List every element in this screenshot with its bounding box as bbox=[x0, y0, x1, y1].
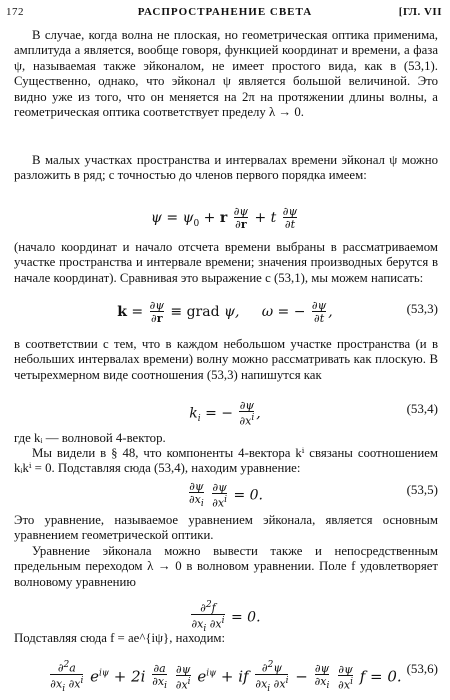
paragraph-3 bbox=[14, 240, 438, 286]
paragraph-9 bbox=[14, 631, 438, 646]
paragraph-1 bbox=[14, 28, 438, 120]
paragraph-7 bbox=[14, 513, 438, 544]
paragraph-6 bbox=[14, 446, 438, 477]
equation-number-53-6: (53,6) bbox=[406, 661, 438, 676]
paragraph-5-text: где kᵢ — волновой 4-вектор. bbox=[14, 431, 166, 445]
running-header bbox=[6, 6, 444, 20]
paragraph-9-text: Подставляя сюда f = ae^{iψ}, находим: bbox=[14, 631, 226, 645]
equation-number-53-3: (53,3) bbox=[406, 301, 438, 316]
paragraph-7-text: Это уравнение, называемое уравнением эйконала, является основным уравнением геометрической оптики. bbox=[14, 513, 438, 543]
chapter-label: [ГЛ. VII bbox=[398, 6, 442, 18]
paragraph-4 bbox=[14, 337, 438, 383]
paragraph-1-text: В случае, когда волна не плоская, но геометрическая оптика применима, амплитуда a является, вообще говоря, функцией координат и времени, а фаза ψ, называемая также эйконалом, не имеет простого вида, как в (53,1). Существенно, однако, что эйконал ψ является большой величиной. Это видно уже из того, что он меняется на 2π на протяжении длины волны, а геометрическая оптика соответствует пределу λ → 0. bbox=[14, 28, 438, 120]
paragraph-3-text: (начало координат и начало отсчета времени выбраны в рассматриваемом участке пространства и интервале времени; значения производных берутся в начале координат). Сравнивая это выражение с (53,1), мы можем написать: bbox=[14, 240, 438, 285]
running-title: РАСПРОСТРАНЕНИЕ СВЕТА bbox=[137, 6, 313, 18]
equation-number-53-5: (53,5) bbox=[406, 482, 438, 497]
paragraph-8 bbox=[14, 544, 438, 590]
paragraph-6-text: Мы видели в § 48, что компоненты 4-вектора kⁱ связаны соотношением kᵢkⁱ = 0. Подставляя сюда (53,4), находим уравнение: bbox=[14, 446, 438, 476]
paragraph-2 bbox=[14, 153, 438, 184]
paragraph-2-text: В малых участках пространства и интервалах времени эйконал ψ можно разложить в ряд; с точностью до членов первого порядка имеем: bbox=[14, 153, 438, 183]
book-page: 172 РАСПРОСТРАНЕНИЕ СВЕТА [ГЛ. VII В случае, когда волна не плоская, но геометрическая оптика применима, амплитуда a является, вообще говоря, функцией координат и времени, а фаза ψ, называемая также эйконалом, не имеет простого вида, как в (53,1). Существенно, однако, что эйконал ψ является большой величиной. Это видно уже из того, что он меняется на 2π на протяжении длины волны, а геометрическая оптика соответствует пределу λ → 0. В малых участках пространства и интервалах времени эйконал ψ можно разложить в ряд; с точностью до членов первого порядка имеем: $\psi = \psi_0 + r$ $\frac{\partial\psi}{\partial r}$ + t $\frac{\partial\psi}{\partial t}$ (начало координат и начало отсчета времени выбраны в рассматриваемом участке пространства и интервале времени; значения производных берутся в начале координат). Сравнивая это выражение с (53,1), мы можем написать: k = $\frac{\partial\psi}{\partial r}$ ≡ grad ψ, ω = − $\frac{\partial\psi}{\partial t}$ , (53,3) в соответствии с тем, что в каждом небольшом участке пространства (и в небольших интервалах времени) волну можно рассматривать как плоскую. В четырехмерном виде соотношения (53,3) напишутся как $k_i$ = − $\frac{\partial\psi}{\partial x^i}$ , (53,4) где kᵢ — волновой 4-вектор. Мы видели в § 48, что компоненты 4-вектора kⁱ связаны соотношением kᵢkⁱ = 0. Подставляя сюда (53,4), находим уравнение: $\frac{\partial\psi}{\partial x_i}$ $\frac{\partial\psi}{\partial x^i}$ = 0. (53,5) Это уравнение, называемое уравнением эйконала, является основным уравнением геометрической оптики. Уравнение эйконала можно вывести также и непосредственным предельным переходом λ → 0 в волновом уравнении. Поле f удовлетворяет волновому уравнению $\frac{\partial^2f}{\partial x_i \partial x^i}$ = 0. Подставляя сюда f = ae^{iψ}, находим: $\frac{\partial^2a}{\partial x_i \partial x^i}$ $e^{i\psi} + 2i$ $\frac{\partial a}{\partial x_i}$ $\frac{\partial\psi}{\partial x^i}$ $e^{i\psi}$ + if $\frac{\partial^2\psi}{\partial x_i \partial x^i}$ − $\frac{\partial\psi}{\partial x_i}$ $\frac{\partial\psi}{\partial x^i}$ f = 0. (53,6) bbox=[6, 6, 442, 694]
paragraph-8-text: Уравнение эйконала можно вывести также и непосредственным предельным переходом λ → 0 в волновом уравнении. Поле f удовлетворяет волновому уравнению bbox=[14, 544, 438, 589]
paragraph-4-text: в соответствии с тем, что в каждом небольшом участке пространства (и в небольших интервалах времени) волну можно рассматривать как плоскую. В четырехмерном виде соотношения (53,3) напишутся как bbox=[14, 337, 438, 382]
equation-number-53-4: (53,4) bbox=[406, 401, 438, 416]
paragraph-5 bbox=[14, 431, 438, 446]
page-number: 172 bbox=[6, 6, 24, 18]
